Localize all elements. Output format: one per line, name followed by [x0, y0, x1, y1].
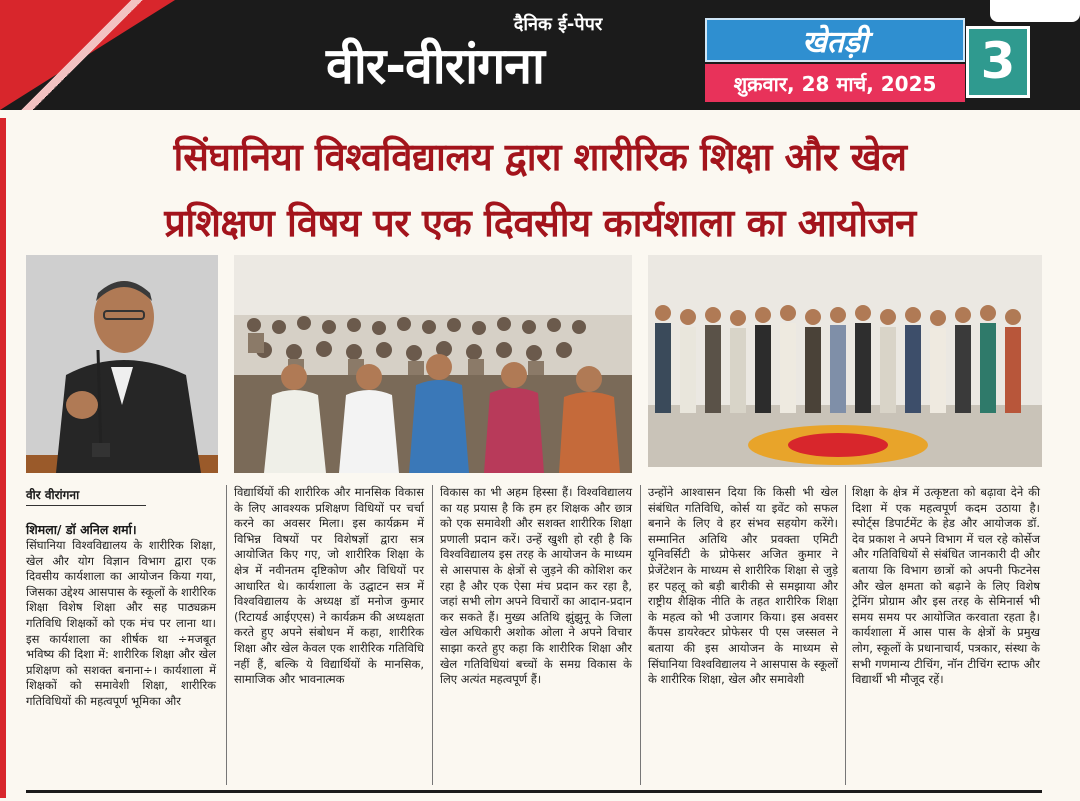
footer-rule [26, 790, 1042, 793]
article-column-2 [234, 485, 424, 688]
article-column-1 [26, 538, 216, 710]
group-illustration [648, 255, 1042, 467]
edition-city: खेतड़ी [802, 25, 868, 60]
speaker-illustration [26, 255, 218, 473]
column-divider [640, 485, 641, 785]
column-divider [432, 485, 433, 785]
audience-photo [234, 255, 632, 473]
column-text: विद्यार्थियों की शारीरिक और मानसिक विकास के लिए आवश्यक प्रशिक्षण विधियों पर चर्चा करने का अवसर मिला। इस कार्यक्रम में विभिन्न विषयों पर विशेषज्ञों द्वारा सत्र आयोजित किए गए, जो शारीरिक शिक्षा के क्षेत्र में नवीनतम दृष्टिकोण और विधियों पर आधारित थे। कार्यशाला के उद्घाटन सत्र में विश्वविद्यालय के अध्यक्ष डॉ मनोज कुमार (रिटायर्ड आईएएस) ने कार्यक्रम की अध्यक्षता करते हुए अपने संबोधन में कहा, शारीरिक शिक्षा और खेल केवल एक शारीरिक गतिविधि नहीं हैं, बल्कि ये विद्यार्थियों के मानसिक, सामाजिक और भावनात्मक [234, 485, 424, 687]
column-text: शिक्षा के क्षेत्र में उत्कृष्टता को बढ़ावा देने की दिशा में एक महत्वपूर्ण कदम उठाया है। स्पोर्ट्स डिपार्टमेंट के हेड और आयोजक डॉ. देव प्रकाश ने अपने विभाग में चल रहे कोर्सेज और गतिविधियों से संबंधित जानकारी दी और बताया कि विभाग छात्रों को अपनी फिटनेस और खेल क्षमता को बढ़ाने के लिए विशेष ट्रेनिंग प्रोग्राम और इस तरह के सेमिनार्स भी समय समय पर आयोजित करवाता रहता है। कार्यशाला में आस पास के क्षेत्रों के प्रमुख लोग, स्कूलों के प्रधानाचार्य, पत्रकार, संस्था के सभी गणमान्य टीचिंग, नॉन टीचिंग स्टाफ और विद्यार्थी भी मौजूद रहें। [852, 485, 1040, 687]
headline-line-1: सिंघानिया विश्वविद्यालय द्वारा शारीरिक शिक्षा और खेल [173, 135, 907, 179]
column-text: विकास का भी अहम हिस्सा हैं। विश्वविद्यालय का यह प्रयास है कि हम हर शिक्षक और छात्र को एक समावेशी और सशक्त शारीरिक शिक्षा प्रणाली प्रदान करें। उन्हें खुशी हो रही है कि विश्वविद्यालय इस तरह के आयोजन के माध्यम से आसपास के क्षेत्रों से जुड़ने की कोशिश कर रहा है और एक ऐसा मंच प्रदान कर रहा है, जहां सभी लोग अपने विचारों का आदान-प्रदान कर सकते हैं। मुख्य अतिथि झुंझुनू के जिला खेल अधिकारी अशोक ओला ने अपने विचार साझा करते हुए कहा कि शारीरिक शिक्षा और खेल गतिविधियां बच्चों के समग्र विकास के लिए अत्यंत महत्वपूर्ण हैं। [440, 485, 632, 687]
group-photo [648, 255, 1042, 467]
speaker-photo [26, 255, 218, 473]
column-divider [226, 485, 227, 785]
byline: वीर वीरांगना [26, 486, 146, 506]
author-dateline: शिमला/ डॉ अनिल शर्मा। [26, 522, 137, 537]
column-text: सिंघानिया विश्वविद्यालय के शारीरिक शिक्षा, खेल और योग विज्ञान विभाग द्वारा एक दिवसीय कार्यशाला का आयोजन किया गया, जिसका उद्देश्य आसपास के स्कूलों के शारीरिक शिक्षा विशेष शिक्षा और सह पाठ्यक्रम गतिविधि शिक्षकों को एक मंच पर लाना था। इस कार्यशाला का शीर्षक था ÷मजबूत भविष्य की दिशा में: शारीरिक शिक्षा और खेल प्रशिक्षण को सशक्त बनाना÷। कार्यशाला में शिक्षकों को समावेशी शिक्षा, शारीरिक गतिविधियों की महत्वपूर्ण भूमिका और [26, 538, 217, 708]
headline-line-2: प्रशिक्षण विषय पर एक दिवसीय कार्यशाला का आयोजन [164, 201, 916, 245]
page-number: 3 [980, 32, 1016, 90]
column-text: उन्होंने आश्वासन दिया कि किसी भी खेल संबंधित गतिविधि, कोर्स या इवेंट को सफल बनाने के लिए वे हर संभव सहयोग करेंगे। सम्मानित अतिथि और प्रवक्ता एमिटी यूनिवर्सिटी के प्रोफेसर अजित कुमार ने प्रेजेंटेशन के माध्यम से शारीरिक शिक्षा से जुड़े हर पहलू को बड़ी बारीकी से समझाया और राष्ट्रीय शैक्षिक नीति के तहत शारीरिक शिक्षा के महत्व को भी उजागर किया। इस अवसर कैंपस डायरेक्टर प्रोफेसर पी एस जस्सल ने बताया की इस आयोजन के माध्यम से सिंघानिया विश्वविद्यालय ने आसपास के स्कूलों के शारीरिक शिक्षा, खेल और समावेशी [648, 485, 838, 687]
masthead-stripe [0, 0, 175, 110]
audience-illustration [234, 255, 632, 473]
article-column-3 [440, 485, 632, 688]
newspaper-brand: वीर-वीरांगना [326, 37, 544, 95]
epaper-label: दैनिक ई-पेपर [513, 14, 603, 35]
column-divider [845, 485, 846, 785]
corner-tab [990, 0, 1080, 22]
edition-date: शुक्रवार, 28 मार्च, 2025 [733, 72, 937, 96]
article-column-4 [648, 485, 838, 688]
article-column-5 [852, 485, 1040, 688]
